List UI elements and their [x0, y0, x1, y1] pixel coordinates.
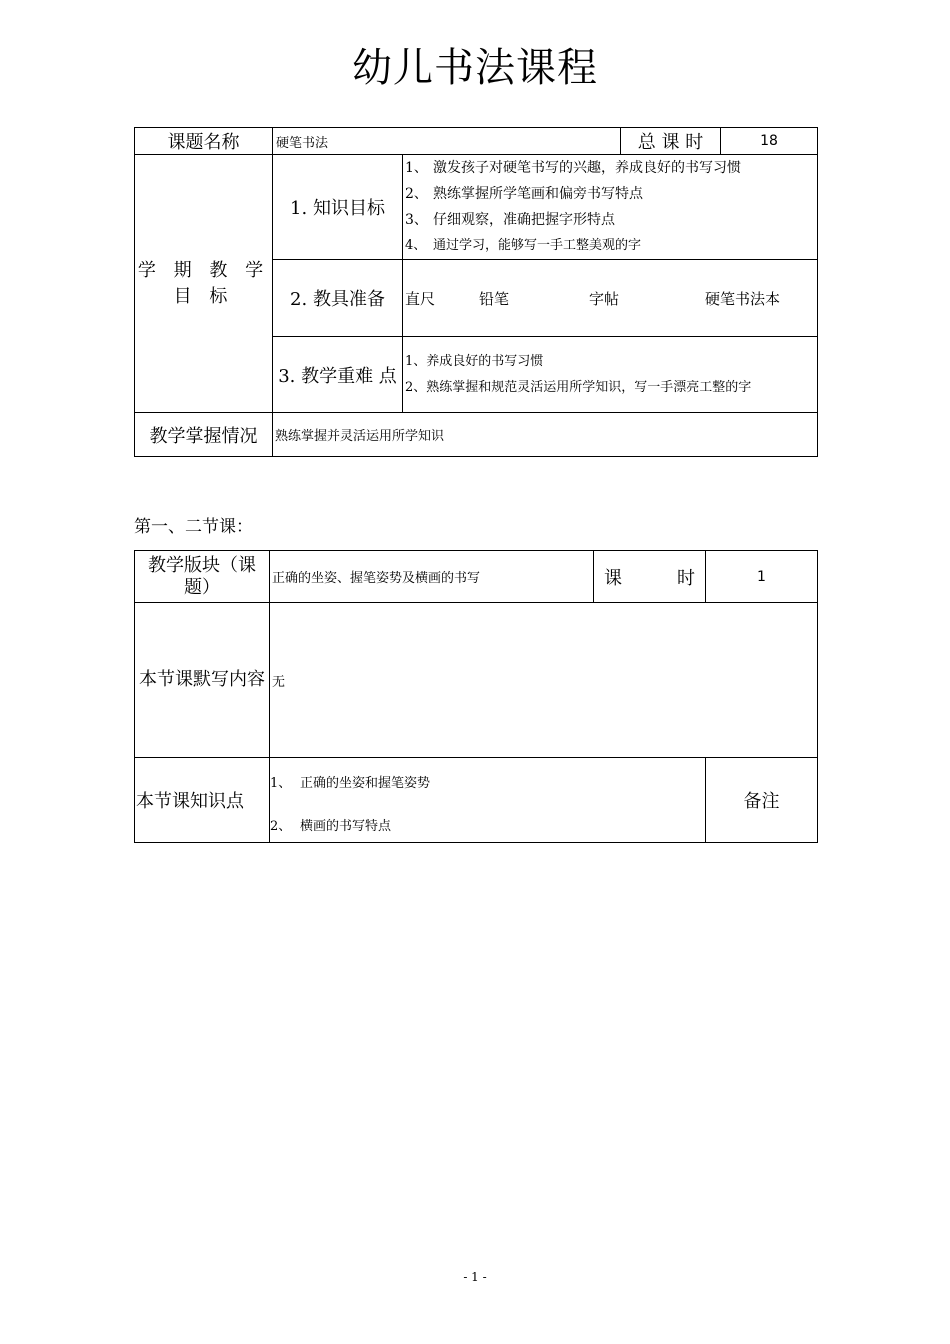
key-point-item: 1、养成良好的书写习惯	[405, 353, 544, 369]
document-title: 幼儿书法课程	[352, 45, 598, 91]
key-points-list	[403, 337, 818, 413]
knowledge-points-label: 本节课知识点	[135, 758, 270, 843]
mastery-value: 熟练掌握并灵活运用所学知识	[273, 413, 818, 457]
hours-label-a: 课	[604, 567, 622, 589]
knowledge-goal-list	[403, 155, 818, 260]
key-points-label: 3. 教学重难 点	[273, 337, 403, 413]
course-table	[134, 127, 818, 457]
total-hours-label: 总 课 时	[621, 128, 721, 155]
hours-label-b: 时	[677, 567, 695, 589]
dictation-value: 无	[270, 603, 818, 758]
tools-label: 2. 教具准备	[273, 260, 403, 337]
dictation-label: 本节课默写内容	[135, 603, 270, 758]
tool-item: 硬笔书法本	[705, 289, 781, 308]
knowledge-goal-item: 2、 熟练掌握所学笔画和偏旁书写特点	[405, 186, 643, 202]
module-value: 正确的坐姿、握笔姿势及横画的书写	[270, 551, 594, 603]
tool-item: 直尺	[405, 289, 436, 308]
lesson-heading: 第一、二节课：	[134, 517, 253, 537]
tool-item: 铅笔	[479, 289, 510, 308]
module-label: 教学版块（课题）	[135, 551, 270, 603]
lesson-table	[134, 550, 818, 843]
total-hours-value: 18	[721, 128, 818, 155]
knowledge-goal-item: 1、 激发孩子对硬笔书写的兴趣，养成良好的书写习惯	[405, 160, 741, 176]
knowledge-goal-item: 3、 仔细观察，准确把握字形特点	[405, 212, 615, 228]
knowledge-points-list	[270, 758, 706, 843]
topic-value: 硬笔书法	[273, 128, 621, 155]
knowledge-goal-label: 1. 知识目标	[273, 155, 403, 260]
topic-label: 课题名称	[135, 128, 273, 155]
knowledge-point-item: 2、 横画的书写特点	[270, 819, 392, 834]
hours-label	[594, 551, 706, 603]
knowledge-point-item: 1、 正确的坐姿和握笔姿势	[270, 776, 431, 791]
remarks-label: 备注	[706, 758, 818, 843]
mastery-label: 教学掌握情况	[135, 413, 273, 457]
page-number: - 1 -	[463, 1270, 487, 1284]
knowledge-goal-item: 4、 通过学习，能够写一手工整美观的字	[405, 238, 642, 253]
tools-list	[403, 260, 818, 337]
semester-goals-label: 学 期 教 学 目 标	[135, 155, 273, 413]
key-point-item: 2、熟练掌握和规范灵活运用所学知识，写一手漂亮工整的字	[405, 379, 752, 395]
tool-item: 字帖	[589, 289, 620, 308]
hours-value: 1	[706, 551, 818, 603]
